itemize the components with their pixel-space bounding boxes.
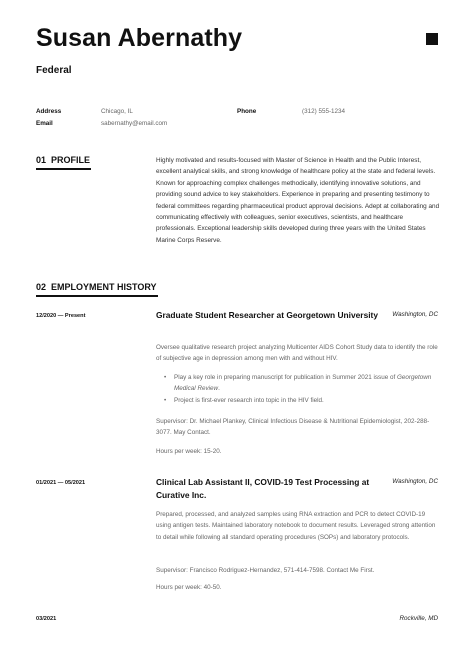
employment-number: 02 [36,282,47,292]
address-value: Chicago, IL [101,108,133,115]
job-1-bullet-1: • Play a key role in preparing manuscript for publication in Summer 2021 issue of Georgetown Medical Review. [156,372,440,395]
job-2-hours: Hours per week: 40-50. [156,584,222,591]
phone-label: Phone [237,108,257,115]
profile-heading [36,155,90,165]
profile-text: Highly motivated and results-focused with Master of Science in Health and the Public Interest, excellent analytical skills, and strong knowledge of healthcare policy at the state and federal levels. Known for approaching complex challenges methodically, identifying innovative solutions, and providing sound advice to key stakeholders. Experience in preparing and presenting testimony to federal committees regarding pharmaceutical product approval decisions. Adept at collaborating and communicating effectively with colleagues, senior executives, scientists, and healthcare professionals. Exceptional leadership skills developed during three years with the United States Marine Corps Reserve. [156,157,440,244]
job-1-location: Washington, DC [392,311,438,318]
job-1-supervisor: Supervisor: Dr. Michael Plankey, Clinical Infectious Disease & Nutritional Epidemiologist, 202-288-3077. May Contact. [156,418,430,437]
email-value: sabernathy@email.com [101,120,168,127]
job-1-hours: Hours per week: 15-20. [156,448,222,455]
job-1-dates: 12/2020 — Present [36,313,86,319]
candidate-name: Susan Abernathy [36,24,243,52]
job-3-dates: 03/2021 [36,616,57,622]
square-icon [426,33,438,45]
job-1-title: Graduate Student Researcher at Georgetown University [156,310,378,320]
job-1-bullet-2: • Project is first-ever research into topic in the HIV field. [156,395,440,406]
job-2-dates: 01/2021 — 05/2021 [36,480,86,486]
job-2-supervisor: Supervisor: Francisco Rodriguez-Hernandez, 571-414-7598. Contact Me First. [156,567,375,574]
job-1-bullets [156,372,440,406]
phone-value: (312) 555-1234 [302,108,346,115]
job-3-location: Rockville, MD [399,615,438,622]
job-title: Federal [36,65,72,76]
employment-underline [36,295,158,297]
profile-number: 01 [36,155,47,165]
employment-heading-text: EMPLOYMENT HISTORY [51,282,157,292]
job-1-description: Oversee qualitative research project analyzing Multicenter AIDS Cohort Study data to identify the role of subjective age in depression among men with and without HIV. [156,344,438,363]
address-label: Address [36,108,62,115]
job-2-location: Washington, DC [392,478,438,485]
profile-heading-text: PROFILE [51,155,91,165]
email-label: Email [36,120,53,127]
job-2-title: Clinical Lab Assistant II, COVID-19 Test Processing at Curative Inc. [156,477,370,500]
profile-underline [36,168,91,170]
job-2-description: Prepared, processed, and analyzed samples using RNA extraction and PCR to detect COVID-19 using antigen tests. Maintained laboratory notebook to document results. Leveraged strong attention to detail while following all standard operating procedures (SOPs) and laboratory protocols. [156,511,436,541]
employment-heading [36,282,157,292]
